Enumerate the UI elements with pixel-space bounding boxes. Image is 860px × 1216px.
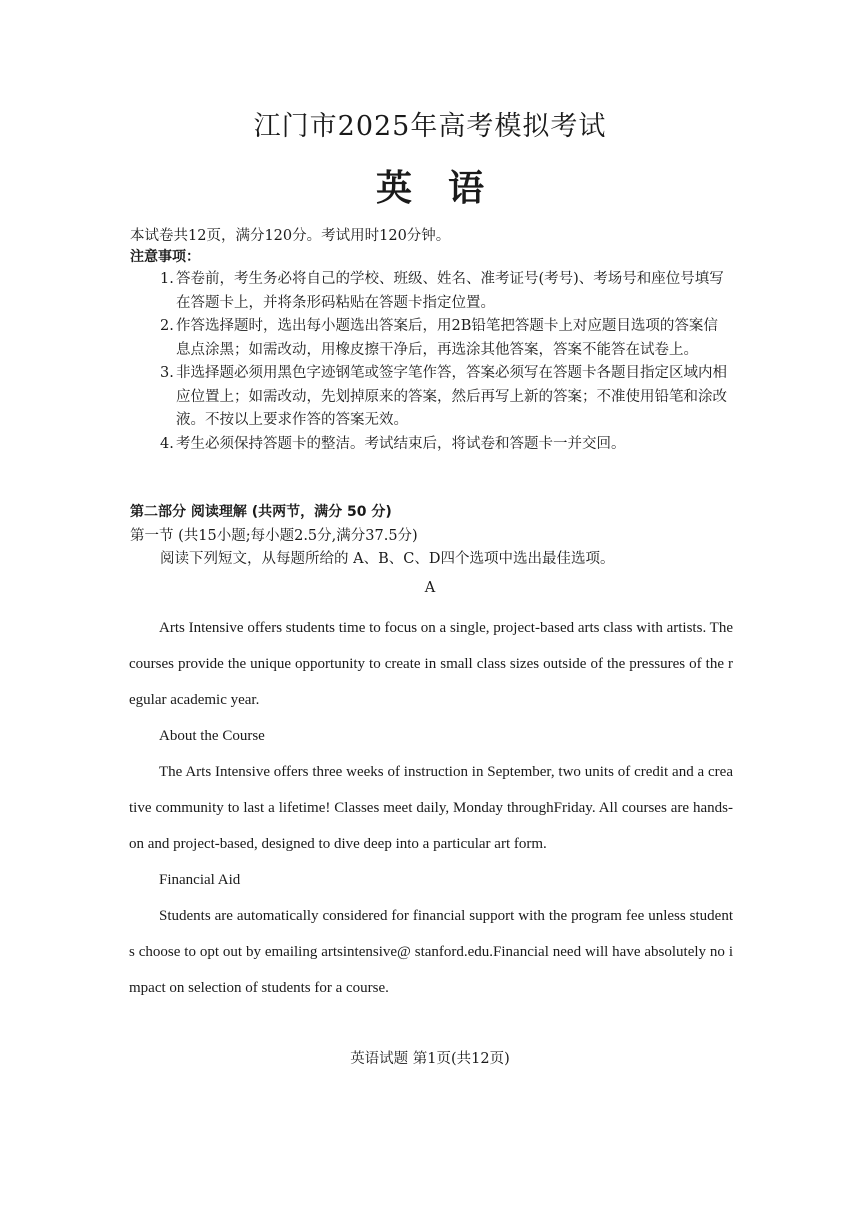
passage-paragraph: Students are automatically considered for financial support with the program fee unless students choose to opt out by emailing artsintensive@ stanford.edu.Financial need will have absolutely no impact on selection of students for a course.	[129, 908, 733, 996]
section-heading: 第一节 (共15小题;每小题2.5分,满分37.5分)	[130, 528, 418, 544]
exam-info: 本试卷共12页，满分120分。考试用时120分钟。	[130, 228, 451, 244]
passage-subheading: Financial Aid	[159, 872, 241, 888]
exam-title: 江门市2025年高考模拟考试	[253, 111, 607, 142]
note-text: 考生必须保持答题卡的整洁。考试结束后，将试卷和答题卡一并交回。	[176, 435, 626, 452]
note-text: 作答选择题时，选出每小题选出答案后，用2B铅笔把答题卡上对应题目选项的答案信息点涂黑；如需改动，用橡皮擦干净后，再选涂其他答案，答案不能答在试卷上。	[176, 318, 718, 358]
notes-list	[160, 268, 730, 456]
reading-passage	[129, 610, 733, 1006]
note-number: 4.	[160, 435, 174, 452]
note-text: 答卷前，考生务必将自己的学校、班级、姓名、准考证号(考号)、考场号和座位号填写在答题卡上，并将条形码粘贴在答题卡指定位置。	[176, 271, 724, 311]
note-number: 1.	[160, 271, 174, 287]
note-item	[160, 362, 730, 433]
passage-subheading: About the Course	[159, 728, 265, 744]
page-footer: 英语试题 第1页(共12页)	[350, 1051, 510, 1067]
section-instruction: 阅读下列短文，从每题所给的 A、B、C、D四个选项中选出最佳选项。	[160, 551, 615, 567]
note-number: 3.	[160, 365, 174, 381]
note-item	[160, 433, 730, 457]
part-heading: 第二部分 阅读理解 (共两节，满分 50 分)	[130, 504, 392, 520]
note-item	[160, 268, 730, 315]
subject-title: 英语	[375, 168, 520, 209]
passage-paragraph: The Arts Intensive offers three weeks of instruction in September, two units of credit and a creative community to last a lifetime! Classes meet daily, Monday throughFriday. All courses are hands-on and project-based, designed to dive deep into a particular art form.	[129, 764, 733, 852]
passage-paragraph: Arts Intensive offers students time to focus on a single, project-based arts class with artists. The courses provide the unique opportunity to create in small class sizes outside of the pressures of the regular academic year.	[129, 620, 733, 708]
note-number: 2.	[160, 318, 174, 334]
passage-label: A	[424, 580, 436, 596]
note-item	[160, 315, 730, 362]
note-text: 非选择题必须用黑色字迹钢笔或签字笔作答，答案必须写在答题卡各题目指定区域内相应位置上；如需改动，先划掉原来的答案，然后再写上新的答案；不准使用铅笔和涂改液。不按以上要求作答的答案无效。	[176, 365, 727, 428]
notes-heading: 注意事项：	[130, 249, 200, 265]
